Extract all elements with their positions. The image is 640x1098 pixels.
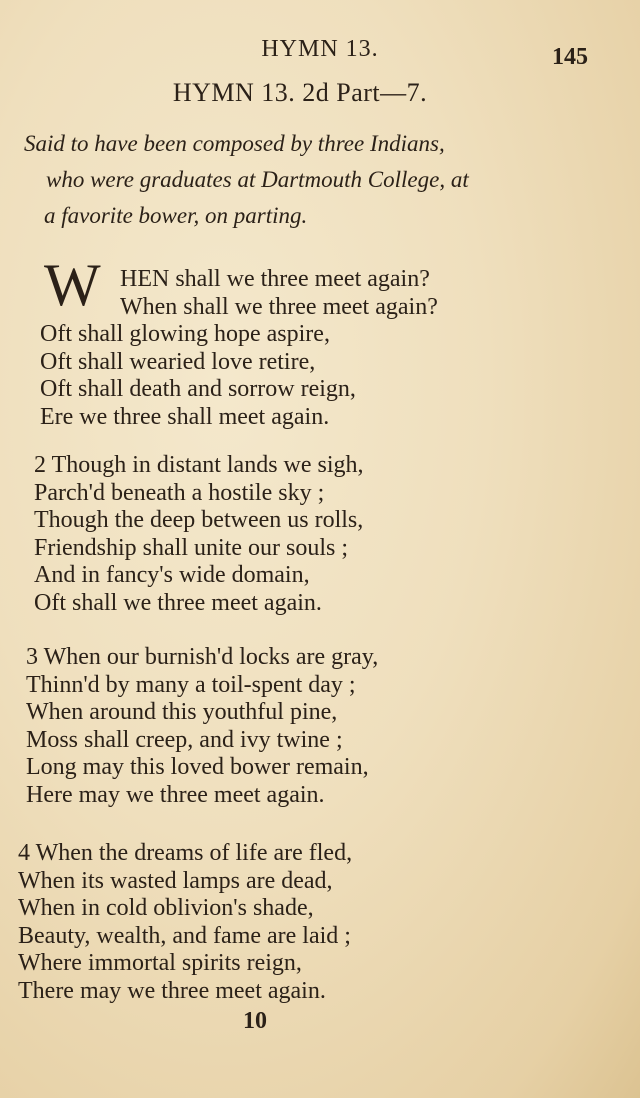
intro-line: a favorite bower, on parting. [44,203,308,228]
stanza-1 [40,266,610,431]
verse-line: There may we three meet again. [18,977,326,1004]
signature-mark: 10 [243,1008,267,1034]
verse-line: Though the deep between us rolls, [34,507,364,533]
verse-line: Beauty, wealth, and fame are laid ; [18,922,351,949]
verse-line: Long may this loved bower remain, [26,754,369,780]
page-number: 145 [552,44,588,70]
stanza-2 [34,452,604,617]
hymn-intro-note [24,126,594,234]
verse-line: When shall we three meet again? [120,293,438,320]
verse-line: Where immortal spirits reign, [18,950,302,976]
verse-line: Moss shall creep, and ivy twine ; [26,726,343,753]
hymn-subtitle: HYMN 13. 2d Part—7. [172,78,428,107]
verse-line: Friendship shall unite our souls ; [34,534,348,561]
verse-line: 4 When the dreams of life are fled, [18,840,353,866]
verse-line: Here may we three meet again. [26,781,325,808]
stanza-3 [26,644,596,809]
stanza-4 [18,840,588,1005]
verse-line: 3 When our burnish'd locks are gray, [26,644,379,670]
intro-line: Said to have been composed by three Indians, [24,131,445,156]
verse-line: HEN shall we three meet again? [120,266,430,292]
verse-line: When around this youthful pine, [26,699,338,725]
verse-line: When its wasted lamps are dead, [18,867,333,894]
verse-line: Oft shall glowing hope aspire, [40,321,330,347]
verse-line: Parch'd beneath a hostile sky ; [34,479,325,506]
verse-line: 2 Though in distant lands we sigh, [34,452,364,478]
intro-line: who were graduates at Dartmouth College, at [46,167,469,192]
verse-line: Oft shall death and sorrow reign, [40,376,356,402]
verse-line: Oft shall we three meet again. [34,589,322,616]
running-title: HYMN 13. [261,36,379,62]
verse-line: Ere we three shall meet again. [40,403,330,430]
verse-line: Thinn'd by many a toil-spent day ; [26,671,356,698]
drop-cap: W [44,252,101,318]
verse-line: Oft shall wearied love retire, [40,348,316,375]
verse-line: When in cold oblivion's shade, [18,895,314,921]
verse-line: And in fancy's wide domain, [34,562,310,588]
